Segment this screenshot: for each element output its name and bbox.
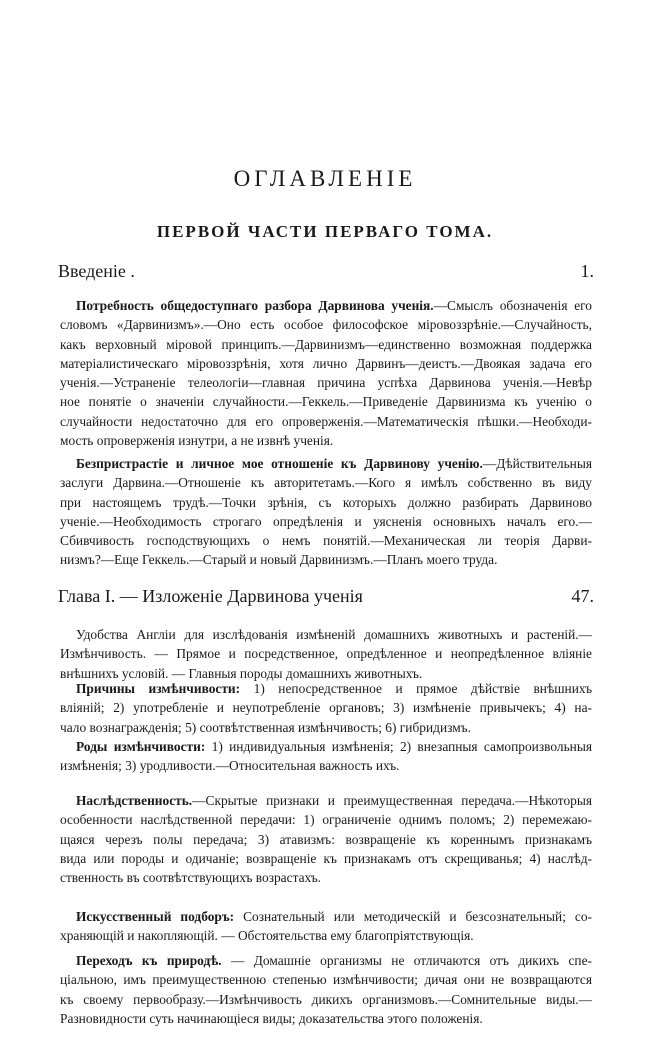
toc-line-text: къ своему первообразу.—Измѣнчивость дикихъ организмовъ.—Сомнительные виды.— — [60, 991, 592, 1007]
toc-topic-lead: Потребность общедоступнаго разбора Дарвинова ученія. — [76, 298, 434, 313]
toc-line — [60, 550, 592, 569]
toc-line — [60, 392, 592, 411]
toc-line — [60, 791, 592, 810]
toc-paragraph — [60, 737, 592, 776]
toc-line-text: Сбивчивость господствующихъ о немъ понятій.—Механическая ли теорія Дарви- — [60, 533, 592, 549]
toc-line-text: заслуги Дарвина.—Отношеніе къ авторитетамъ.—Кого я имѣлъ собственно въ виду — [60, 475, 592, 491]
toc-line-text: храняющій и накопляющій. — Обстоятельства ему благопріятствующія. — [60, 928, 474, 944]
toc-line — [60, 335, 592, 354]
toc-line — [60, 970, 592, 989]
section-title: Глава I. — Изложеніе Дарвинова ученія — [58, 586, 363, 606]
toc-line — [60, 512, 592, 531]
toc-line — [60, 849, 592, 868]
toc-line-text: какъ верховный міровой принципъ.—Дарвинизмъ—единственно возможная поддержка — [60, 336, 592, 352]
toc-topic-lead: Причины измѣнчивости: — [76, 681, 241, 696]
toc-line-text: ственность въ соотвѣтствующихъ возрастахъ. — [60, 870, 321, 886]
toc-line-text: матеріалистическаго міровоззрѣнія, хотя лично Дарвинъ—деистъ.—Двоякая задача его — [60, 355, 592, 371]
toc-line — [60, 373, 592, 392]
toc-line-text: щаяся черезъ полы передача; 3) атавизмъ: возвращеніе къ кореннымъ признакамъ — [60, 831, 592, 847]
section-heading-chapter-1 — [58, 586, 594, 607]
toc-line-text: 1) индивидуальныя измѣненія; 2) внезапныя самопроизвольныя — [205, 739, 592, 754]
toc-line-text: мость опроверженія изнутри, а не извнѣ ученія. — [60, 433, 334, 449]
toc-line-text: низмъ?—Еще Геккель.—Старый и новый Дарвинизмъ.—Планъ моего труда. — [60, 552, 498, 568]
toc-line — [60, 679, 592, 698]
section-page-number: 47. — [571, 586, 594, 606]
toc-line — [60, 718, 592, 737]
section-page-number: 1. — [580, 261, 594, 281]
toc-line — [60, 354, 592, 373]
toc-line — [60, 412, 592, 431]
toc-line — [60, 473, 592, 492]
section-title: Введеніе . — [58, 261, 135, 281]
toc-topic-lead: Безпристрастіе и личное мое отношеніе къ Дарвинову ученію. — [76, 456, 483, 471]
toc-line — [60, 625, 592, 644]
toc-line — [60, 644, 592, 663]
toc-line — [60, 493, 592, 512]
toc-topic-lead: Наслѣдственность. — [76, 793, 193, 808]
toc-paragraph — [60, 791, 592, 887]
toc-topic-lead: Переходъ къ природѣ. — [76, 953, 222, 968]
toc-line — [60, 531, 592, 550]
toc-line — [60, 698, 592, 717]
toc-paragraph — [60, 951, 592, 1028]
toc-line-text: 1) непосредственное и прямое дѣйствіе внѣшнихъ — [240, 681, 592, 696]
toc-line-text: ное понятіе о значеніи случайности.—Геккель.—Приведеніе Дарвинизма къ ученію о — [60, 394, 592, 410]
toc-line-text: ученіе.—Необходимость строгаго опредѣленія и уясненія основныхъ началъ его.— — [60, 513, 592, 529]
toc-line-text: особенности наслѣдственной передачи: 1) ограниченіе однимъ поломъ; 2) перемежаю- — [60, 812, 592, 828]
toc-line — [60, 990, 592, 1009]
toc-line-text: Удобства Англіи для изслѣдованія измѣненій домашнихъ животныхъ и растеній.— — [76, 627, 592, 642]
toc-line-text: чало вознагражденія; 5) соотвѣтственная измѣнчивость; 6) гибридизмъ. — [60, 719, 471, 735]
toc-line — [60, 756, 592, 775]
toc-paragraph — [60, 625, 592, 683]
toc-line — [60, 868, 592, 887]
toc-line — [60, 951, 592, 970]
toc-line-text: словомъ «Дарвинизмъ».—Оно есть особое философское міровоззрѣніе.—Случайность, — [60, 317, 592, 333]
toc-line — [60, 454, 592, 473]
toc-line-text: вліяній; 2) употребленіе и неупотребленіе органовъ; 3) измѣненіе привычекъ; 4) на- — [60, 700, 592, 716]
toc-line-text: Измѣнчивость. — Прямое и посредственное, опредѣленное и неопредѣленное вліяніе — [60, 646, 592, 662]
page-title: ОГЛАВЛЕНІЕ — [233, 166, 417, 191]
toc-line-text: внѣшнихъ условій. — Главныя породы домашнихъ животныхъ. — [60, 665, 423, 681]
toc-paragraph — [60, 679, 592, 737]
toc-line-text: Разновидности суть начинающіеся виды; доказательства этого положенія. — [60, 1010, 483, 1026]
toc-line-text: —Смыслъ обозначенія его — [433, 298, 592, 313]
toc-line — [60, 1009, 592, 1028]
toc-line — [60, 296, 592, 315]
toc-line-text: измѣненія; 3) уродливости.—Относительная важность ихъ. — [60, 758, 400, 774]
toc-line — [60, 830, 592, 849]
toc-line-text: при настоящемъ трудѣ.—Точки зрѣнія, съ которыхъ должно разбирать Дарвиново — [60, 494, 592, 510]
toc-line-text: ученія.—Устраненіе телеологіи—главная причина успѣха Дарвинова ученія.—Невѣр — [60, 375, 592, 391]
toc-line-text: вида или породы и одичаніе; возвращеніе къ признакамъ отъ скрещиванья; 4) наслѣд- — [60, 850, 592, 866]
toc-line — [60, 926, 592, 945]
toc-line-text: — Домашніе организмы не отличаются отъ дикихъ спе- — [221, 953, 592, 968]
toc-line-text: ціальною, имъ преимущественною степенью измѣнчивости; дичая они не возвращаются — [60, 972, 592, 988]
toc-topic-lead: Роды измѣнчивости: — [76, 739, 206, 754]
toc-topic-lead: Искусственный подборъ: — [76, 909, 235, 924]
toc-line — [60, 315, 592, 334]
toc-paragraph — [60, 296, 592, 450]
toc-line-text: случайности недостаточно для его опроверженія.—Математическія пѣшки.—Необходи- — [60, 413, 592, 429]
toc-line-text: —Скрытые признаки и преимущественная передача.—Нѣкоторыя — [192, 793, 592, 808]
section-heading-introduction — [58, 261, 594, 282]
toc-line-text: Сознательный или методическій и безсознательный; со- — [234, 909, 592, 924]
toc-paragraph — [60, 907, 592, 946]
toc-line — [60, 737, 592, 756]
toc-line — [60, 810, 592, 829]
toc-paragraph — [60, 454, 592, 570]
toc-line — [60, 907, 592, 926]
toc-line — [60, 431, 592, 450]
page-subtitle: ПЕРВОЙ ЧАСТИ ПЕРВАГО ТОМА. — [156, 222, 494, 241]
toc-line-text: —Дѣйствительныя — [482, 456, 592, 471]
